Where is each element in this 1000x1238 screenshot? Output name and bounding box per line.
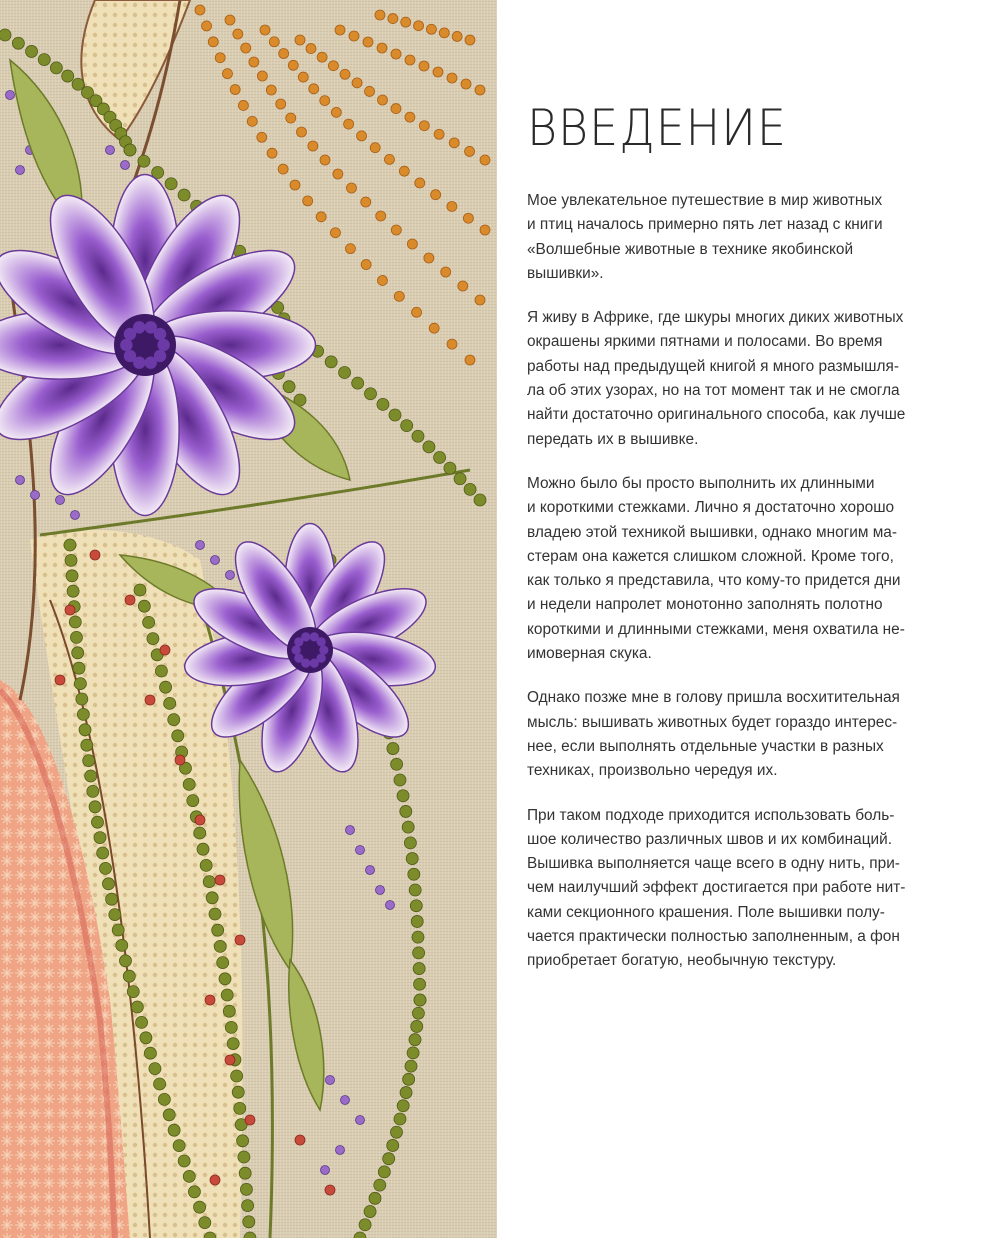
text-line: чается практически полностью заполненным, а фон: [527, 928, 900, 946]
text-line: и недели напролет монотонно заполнять полотно: [527, 596, 883, 614]
page-title: ВВЕДЕНИЕ: [527, 99, 787, 157]
text-line: и короткими стежками. Лично я достаточно хорошо: [527, 499, 895, 517]
text-line: Мое увлекательное путешествие в мир животных: [527, 192, 883, 209]
text-line: и птиц началось примерно пять лет назад с книги: [527, 216, 883, 234]
text-line: Однако позже мне в голову пришла восхитительная: [527, 689, 900, 707]
paragraph: [527, 472, 967, 666]
text-line: чем наилучший эффект достигается при работе нит-: [527, 879, 906, 897]
paragraph: [527, 686, 967, 783]
text-line: передать их в вышивке.: [527, 430, 699, 448]
text-line: шое количество различных швов и их комбинаций.: [527, 830, 893, 848]
text-line: приобретает богатую, необычную текстуру.: [527, 952, 837, 970]
text-line: найти достаточно оригинального способа, как лучше: [527, 406, 906, 424]
text-line: имоверная скука.: [527, 645, 652, 663]
paragraph: [527, 804, 967, 974]
text-line: Я живу в Африке, где шкуры многих диких животных: [527, 309, 904, 327]
text-line: техниках, произвольно чередуя их.: [527, 762, 778, 780]
text-line: короткими и длинными стежками, меня охватила не-: [527, 620, 905, 638]
paragraph: [527, 306, 967, 452]
text-line: ками секционного крашения. Поле вышивки полу-: [527, 903, 885, 921]
text-line: как только я представила, что кому-то придется дни: [527, 572, 901, 590]
text-line: Можно было бы просто выполнить их длинными: [527, 474, 875, 492]
text-line: вышивки».: [527, 264, 604, 282]
paragraph: [527, 189, 967, 286]
text-line: Вышивка выполняется чаще всего в одну нить, при-: [527, 855, 900, 873]
text-line: владею этой техникой вышивки, однако многим ма-: [527, 523, 897, 541]
text-line: «Волшебные животные в технике якобинской: [527, 240, 854, 258]
text-line: окрашены яркими пятнами и полосами. Во время: [527, 333, 883, 351]
body-text: [527, 189, 967, 974]
text-line: работы над предыдущей книгой я много размышля-: [527, 357, 899, 375]
text-column: [527, 92, 967, 994]
text-line: При таком подходе приходится использовать боль-: [527, 806, 895, 824]
embroidery-photo: [0, 0, 497, 1238]
text-line: мысль: вышивать животных будет гораздо интерес-: [527, 713, 898, 731]
text-line: стерам она кажется слишком сложной. Кроме того,: [527, 547, 894, 565]
text-line: ла об этих узорах, но на тот момент так и не смогла: [527, 382, 900, 400]
text-line: нее, если выполнять отдельные участки в разных: [527, 737, 884, 755]
